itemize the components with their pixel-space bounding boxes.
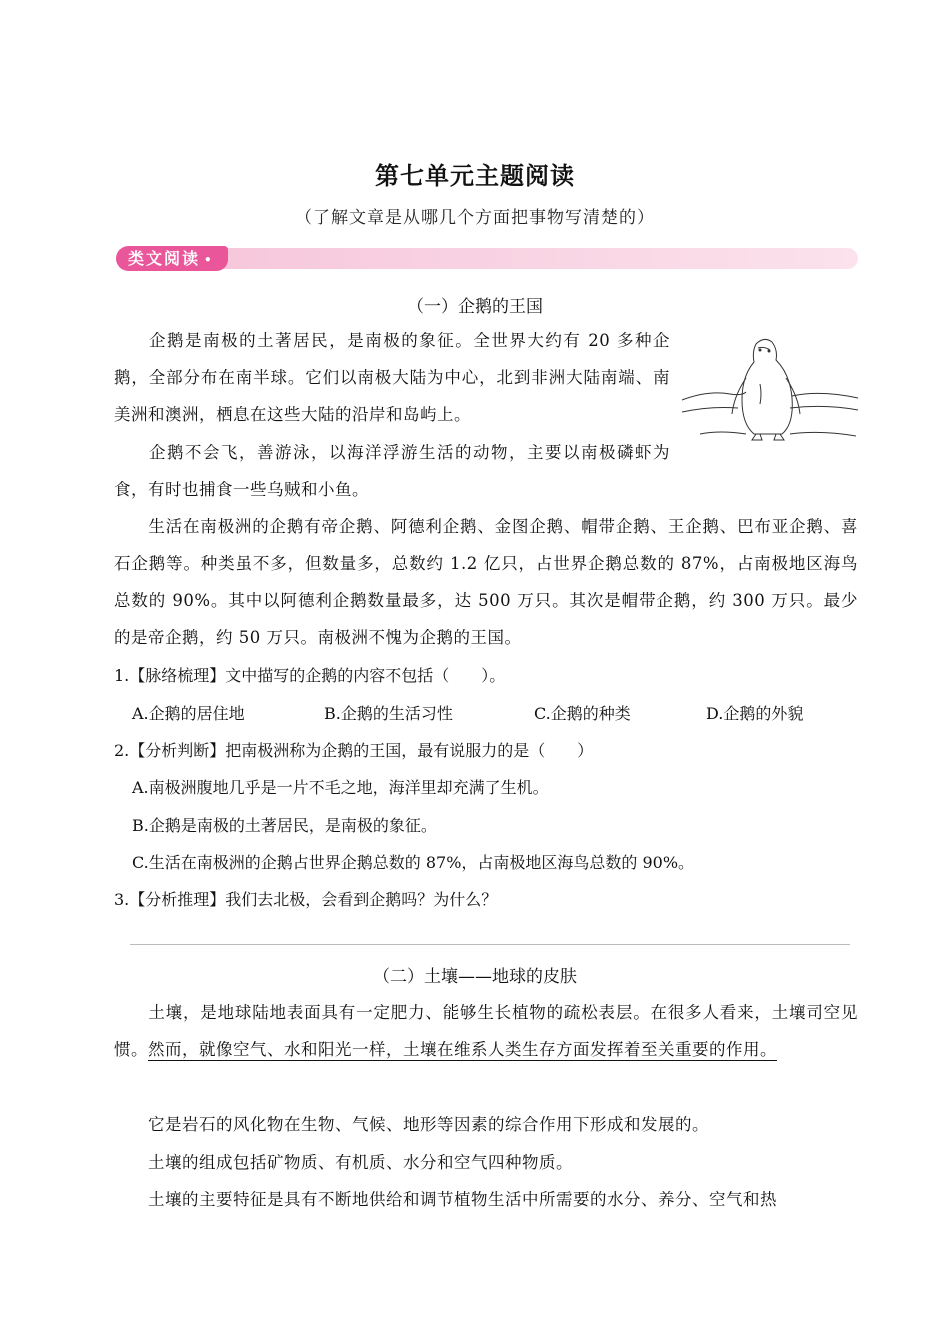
page-title: 第七单元主题阅读 [375,162,575,190]
question-1-option-c[interactable]: C.企鹅的种类 [534,704,631,723]
question-1-option-d[interactable]: D.企鹅的外貌 [706,704,804,723]
question-2-option-c[interactable]: C.生活在南极洲的企鹅占世界企鹅总数的 87%，占南极地区海鸟总数的 90%。 [132,853,695,872]
question-2-option-b[interactable]: B.企鹅是南极的土著居民，是南极的象征。 [132,816,437,835]
section1-paragraph-3: 生活在南极洲的企鹅有帝企鹅、阿德利企鹅、金图企鹅、帽带企鹅、王企鹅、巴布亚企鹅、喜石企鹅等。种类虽不多，但数量多，总数约 1.2 亿只，占世界企鹅总数的 87%，占南极地区海鸟总数的 90%。其中以阿德利企鹅数量最多，达 500 万只。其次是帽带企鹅，约 300 万只。最少的是帝企鹅，约 50 万只。南极洲不愧为企鹅的王国。 [114,517,858,647]
section1-paragraph-2: 企鹅不会飞，善游泳，以海洋浮游生活的动物，主要以南极磷虾为食，有时也捕食一些乌贼和小鱼。 [114,443,670,499]
answer-line [130,944,850,945]
penguin-illustration [680,334,860,446]
section1-paragraph-1: 企鹅是南极的土著居民，是南极的象征。全世界大约有 20 多种企鹅，全部分布在南半球。它们以南极大陆为中心，北到非洲大陆南端、南美洲和澳洲，栖息在这些大陆的沿岸和岛屿上。 [114,331,670,424]
section1-title: （一）企鹅的王国 [407,297,543,317]
question-3: 3.【分析推理】我们去北极，会看到企鹅吗？为什么？ [114,890,498,909]
section2-paragraph-3: 土壤的组成包括矿物质、有机质、水分和空气四种物质。 [148,1153,573,1172]
section2-paragraph-2: 它是岩石的风化物在生物、气候、地形等因素的综合作用下形成和发展的。 [148,1115,709,1134]
question-2: 2.【分析判断】把南极洲称为企鹅的王国，最有说服力的是（ ） [114,741,594,760]
section-banner-tag [116,246,228,271]
question-1: 1.【脉络梳理】文中描写的企鹅的内容不包括（ ）。 [114,666,506,685]
question-2-option-a[interactable]: A.南极洲腹地几乎是一片不毛之地，海洋里却充满了生机。 [132,778,549,797]
section2-paragraph-1: 土壤，是地球陆地表面具有一定肥力、能够生长植物的疏松表层。在很多人看来，土壤司空见惯。然而，就像空气、水和阳光一样，土壤在维系人类生存方面发挥着至关重要的作用。 [114,1003,858,1059]
banner-label: 类文阅读 [128,249,201,268]
banner-dot: • [204,253,214,267]
section2-title: （二）土壤——地球的皮肤 [373,967,577,987]
underlined-sentence: 然而，就像空气、水和阳光一样，土壤在维系人类生存方面发挥着至关重要的作用。 [148,1040,777,1059]
section2-paragraph-4: 土壤的主要特征是具有不断地供给和调节植物生活中所需要的水分、养分、空气和热 [148,1190,777,1209]
question-1-option-b[interactable]: B.企鹅的生活习性 [324,704,453,723]
question-1-option-a[interactable]: A.企鹅的居住地 [132,704,245,723]
page-subtitle: （了解文章是从哪几个方面把事物写清楚的） [295,208,655,228]
